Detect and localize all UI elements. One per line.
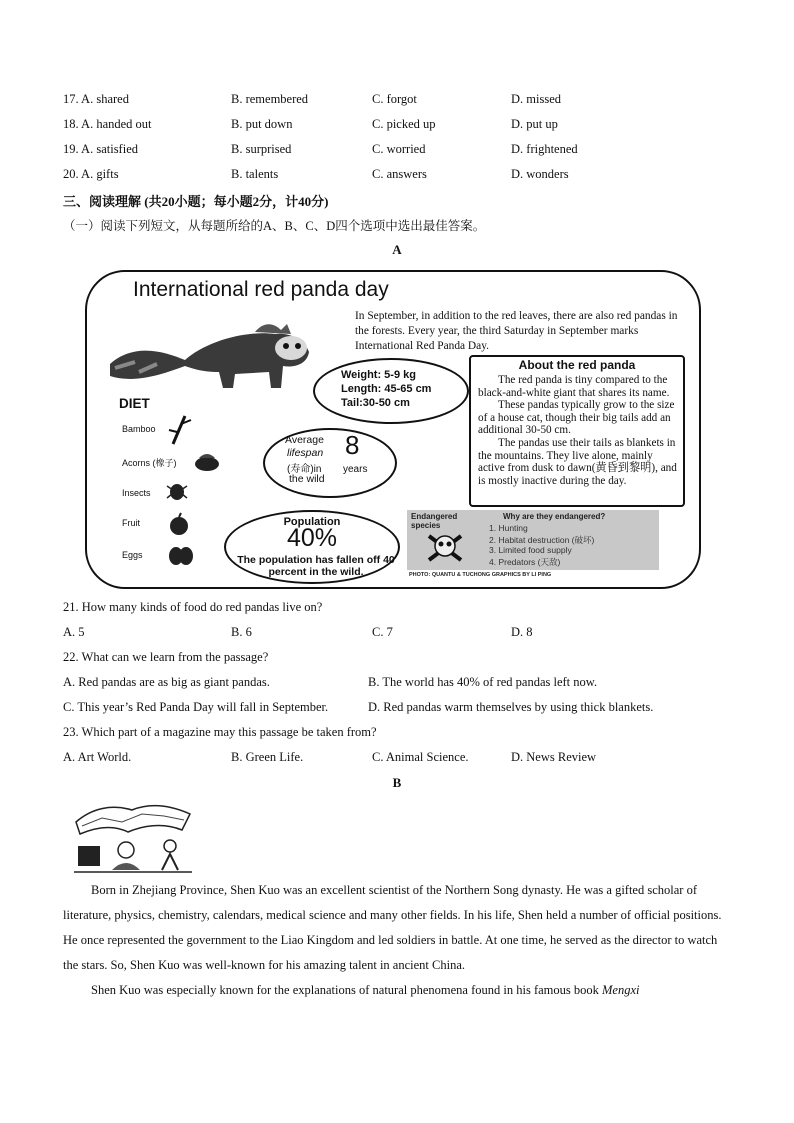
reason-1: 1. Hunting: [489, 523, 528, 533]
option-b: B. The world has 40% of red pandas left now.: [368, 675, 598, 689]
about-paragraph-1: The red panda is tiny compared to the black-and-white giant that shares its name.: [478, 374, 670, 399]
passage-b-paragraph-1: Born in Zhejiang Province, Shen Kuo was an excellent scientist of the Northern Song dynasty. He was a gifted scholar of literature, physics, chemistry, calendars, medical science and many other fields. In his life, Shen held a number of official positions. He once represented the government to the Liao Kingdom and led soldiers in battle. At one time, he served as the director to watch the stars. So, Shen Kuo was well-known for his amazing talent in ancient China.: [63, 883, 722, 972]
photo-credit: PHOTO: QUANTU & TUCHONG GRAPHICS BY LI PING: [409, 572, 552, 578]
endangered-title: Endangered species: [411, 512, 458, 530]
population-label: Population: [283, 516, 341, 528]
option-row-20: [63, 167, 743, 185]
shen-kuo-illustration: [72, 800, 194, 874]
passage-b-paragraph-2: [63, 978, 731, 1003]
option-c: C. answers: [372, 167, 427, 181]
length-text: Length: 45-65 cm: [341, 383, 432, 395]
lifespan-label-3: (寿命)in: [287, 464, 322, 475]
tail-text: Tail:30-50 cm: [341, 397, 410, 409]
lifespan-unit: years: [343, 464, 368, 475]
option-b: B. Green Life.: [231, 750, 304, 764]
diet-item-bamboo: Bamboo: [122, 424, 156, 434]
option-a: A. Red pandas are as big as giant pandas.: [63, 675, 270, 689]
question-22-options-ab: [63, 675, 743, 693]
population-text: The population has fallen off 40 percent in the wild.: [237, 554, 395, 578]
acorn-icon: [193, 450, 221, 472]
option-c: C. forgot: [372, 92, 417, 106]
option-d: D. 8: [511, 625, 533, 639]
passage-b-text: [63, 878, 731, 1003]
option-a: A. 5: [63, 625, 85, 639]
about-title: About the red panda: [518, 358, 636, 372]
about-paragraph-2: These pandas typically grow to the size of a house cat, though their big tails add an additional 30-50 cm.: [478, 399, 675, 437]
option-d: D. put up: [511, 117, 558, 131]
lifespan-label-4: the wild: [289, 473, 325, 485]
diet-title: DIET: [119, 396, 150, 411]
red-panda-poster: [85, 270, 701, 589]
bamboo-icon: [167, 412, 193, 446]
endangered-box: [407, 510, 659, 570]
option-c: C. 7: [372, 625, 393, 639]
option-c: C. This year’s Red Panda Day will fall in September.: [63, 700, 329, 714]
poster-title: International red panda day: [133, 278, 389, 301]
option-row-19: [63, 142, 743, 160]
about-paragraph-3: The pandas use their tails as blankets in the mountains. They live alone, mainly active from dusk to dawn(黄昏到黎明), and is mostly inactive during the day.: [478, 436, 677, 487]
section-instruction: （一）阅读下列短文，从每题所给的A、B、C、D四个选项中选出最佳答案。: [63, 219, 486, 233]
lifespan-value: 8: [345, 430, 360, 460]
option-b: B. surprised: [231, 142, 292, 156]
passage-b-paragraph-2-text: Shen Kuo was especially known for the explanations of natural phenomena found in his famous book: [91, 983, 602, 997]
option-a: 18. A. handed out: [63, 117, 152, 131]
option-d: D. Red pandas warm themselves by using thick blankets.: [368, 700, 654, 714]
book-title: Mengxi: [602, 983, 640, 997]
option-a: 19. A. satisfied: [63, 142, 138, 156]
option-c: C. worried: [372, 142, 426, 156]
stats-ellipse: [313, 358, 469, 424]
option-b: B. talents: [231, 167, 279, 181]
option-d: D. frightened: [511, 142, 578, 156]
eggs-icon: [167, 544, 195, 566]
skull-icon: [427, 532, 463, 564]
fruit-icon: [167, 512, 191, 536]
option-b: B. remembered: [231, 92, 309, 106]
poster-intro: In September, in addition to the red leaves, there are also red pandas in the forests. Every year, the third Saturday in September marks International Red Panda Day.: [355, 310, 678, 352]
option-row-17: [63, 92, 743, 110]
weight-text: Weight: 5-9 kg: [341, 369, 416, 381]
question-21-options: [63, 625, 743, 643]
reason-3: 3. Limited food supply: [489, 545, 572, 555]
option-c: C. Animal Science.: [372, 750, 469, 764]
population-value: 40%: [286, 524, 338, 552]
diet-item-acorns: Acorns (橡子): [122, 458, 177, 468]
option-d: D. News Review: [511, 750, 597, 764]
option-b: B. 6: [231, 625, 252, 639]
diet-item-fruit: Fruit: [122, 518, 140, 528]
lifespan-label-2: lifespan: [287, 447, 324, 459]
option-d: D. wonders: [511, 167, 569, 181]
question-22-options-cd: [63, 700, 743, 718]
reason-2: 2. Habitat destruction (破坏): [489, 535, 595, 545]
passage-b-label: B: [392, 775, 402, 790]
red-panda-photo: [105, 302, 315, 392]
lifespan-ellipse: [263, 428, 397, 498]
option-a: 17. A. shared: [63, 92, 129, 106]
question-21: 21. How many kinds of food do red pandas live on?: [63, 600, 323, 614]
diet-item-eggs: Eggs: [122, 550, 143, 560]
option-row-18: [63, 117, 743, 135]
about-box: [469, 355, 685, 507]
population-ellipse: [224, 510, 400, 584]
endangered-why: Why are they endangered?: [503, 512, 606, 521]
lifespan-label-1: Average: [285, 434, 324, 446]
reason-4: 4. Predators (天敌): [489, 557, 561, 567]
diet-item-insects: Insects: [122, 488, 151, 498]
passage-a-label: A: [392, 242, 402, 257]
insect-icon: [165, 480, 189, 502]
option-d: D. missed: [511, 92, 561, 106]
question-23: 23. Which part of a magazine may this passage be taken from?: [63, 725, 377, 739]
section-title: 三、阅读理解 (共20小题；每小题2分，计40分): [63, 194, 329, 209]
option-a: A. Art World.: [63, 750, 132, 764]
option-a: 20. A. gifts: [63, 167, 119, 181]
option-c: C. picked up: [372, 117, 436, 131]
question-22: 22. What can we learn from the passage?: [63, 650, 269, 664]
option-b: B. put down: [231, 117, 293, 131]
question-23-options: [63, 750, 743, 768]
